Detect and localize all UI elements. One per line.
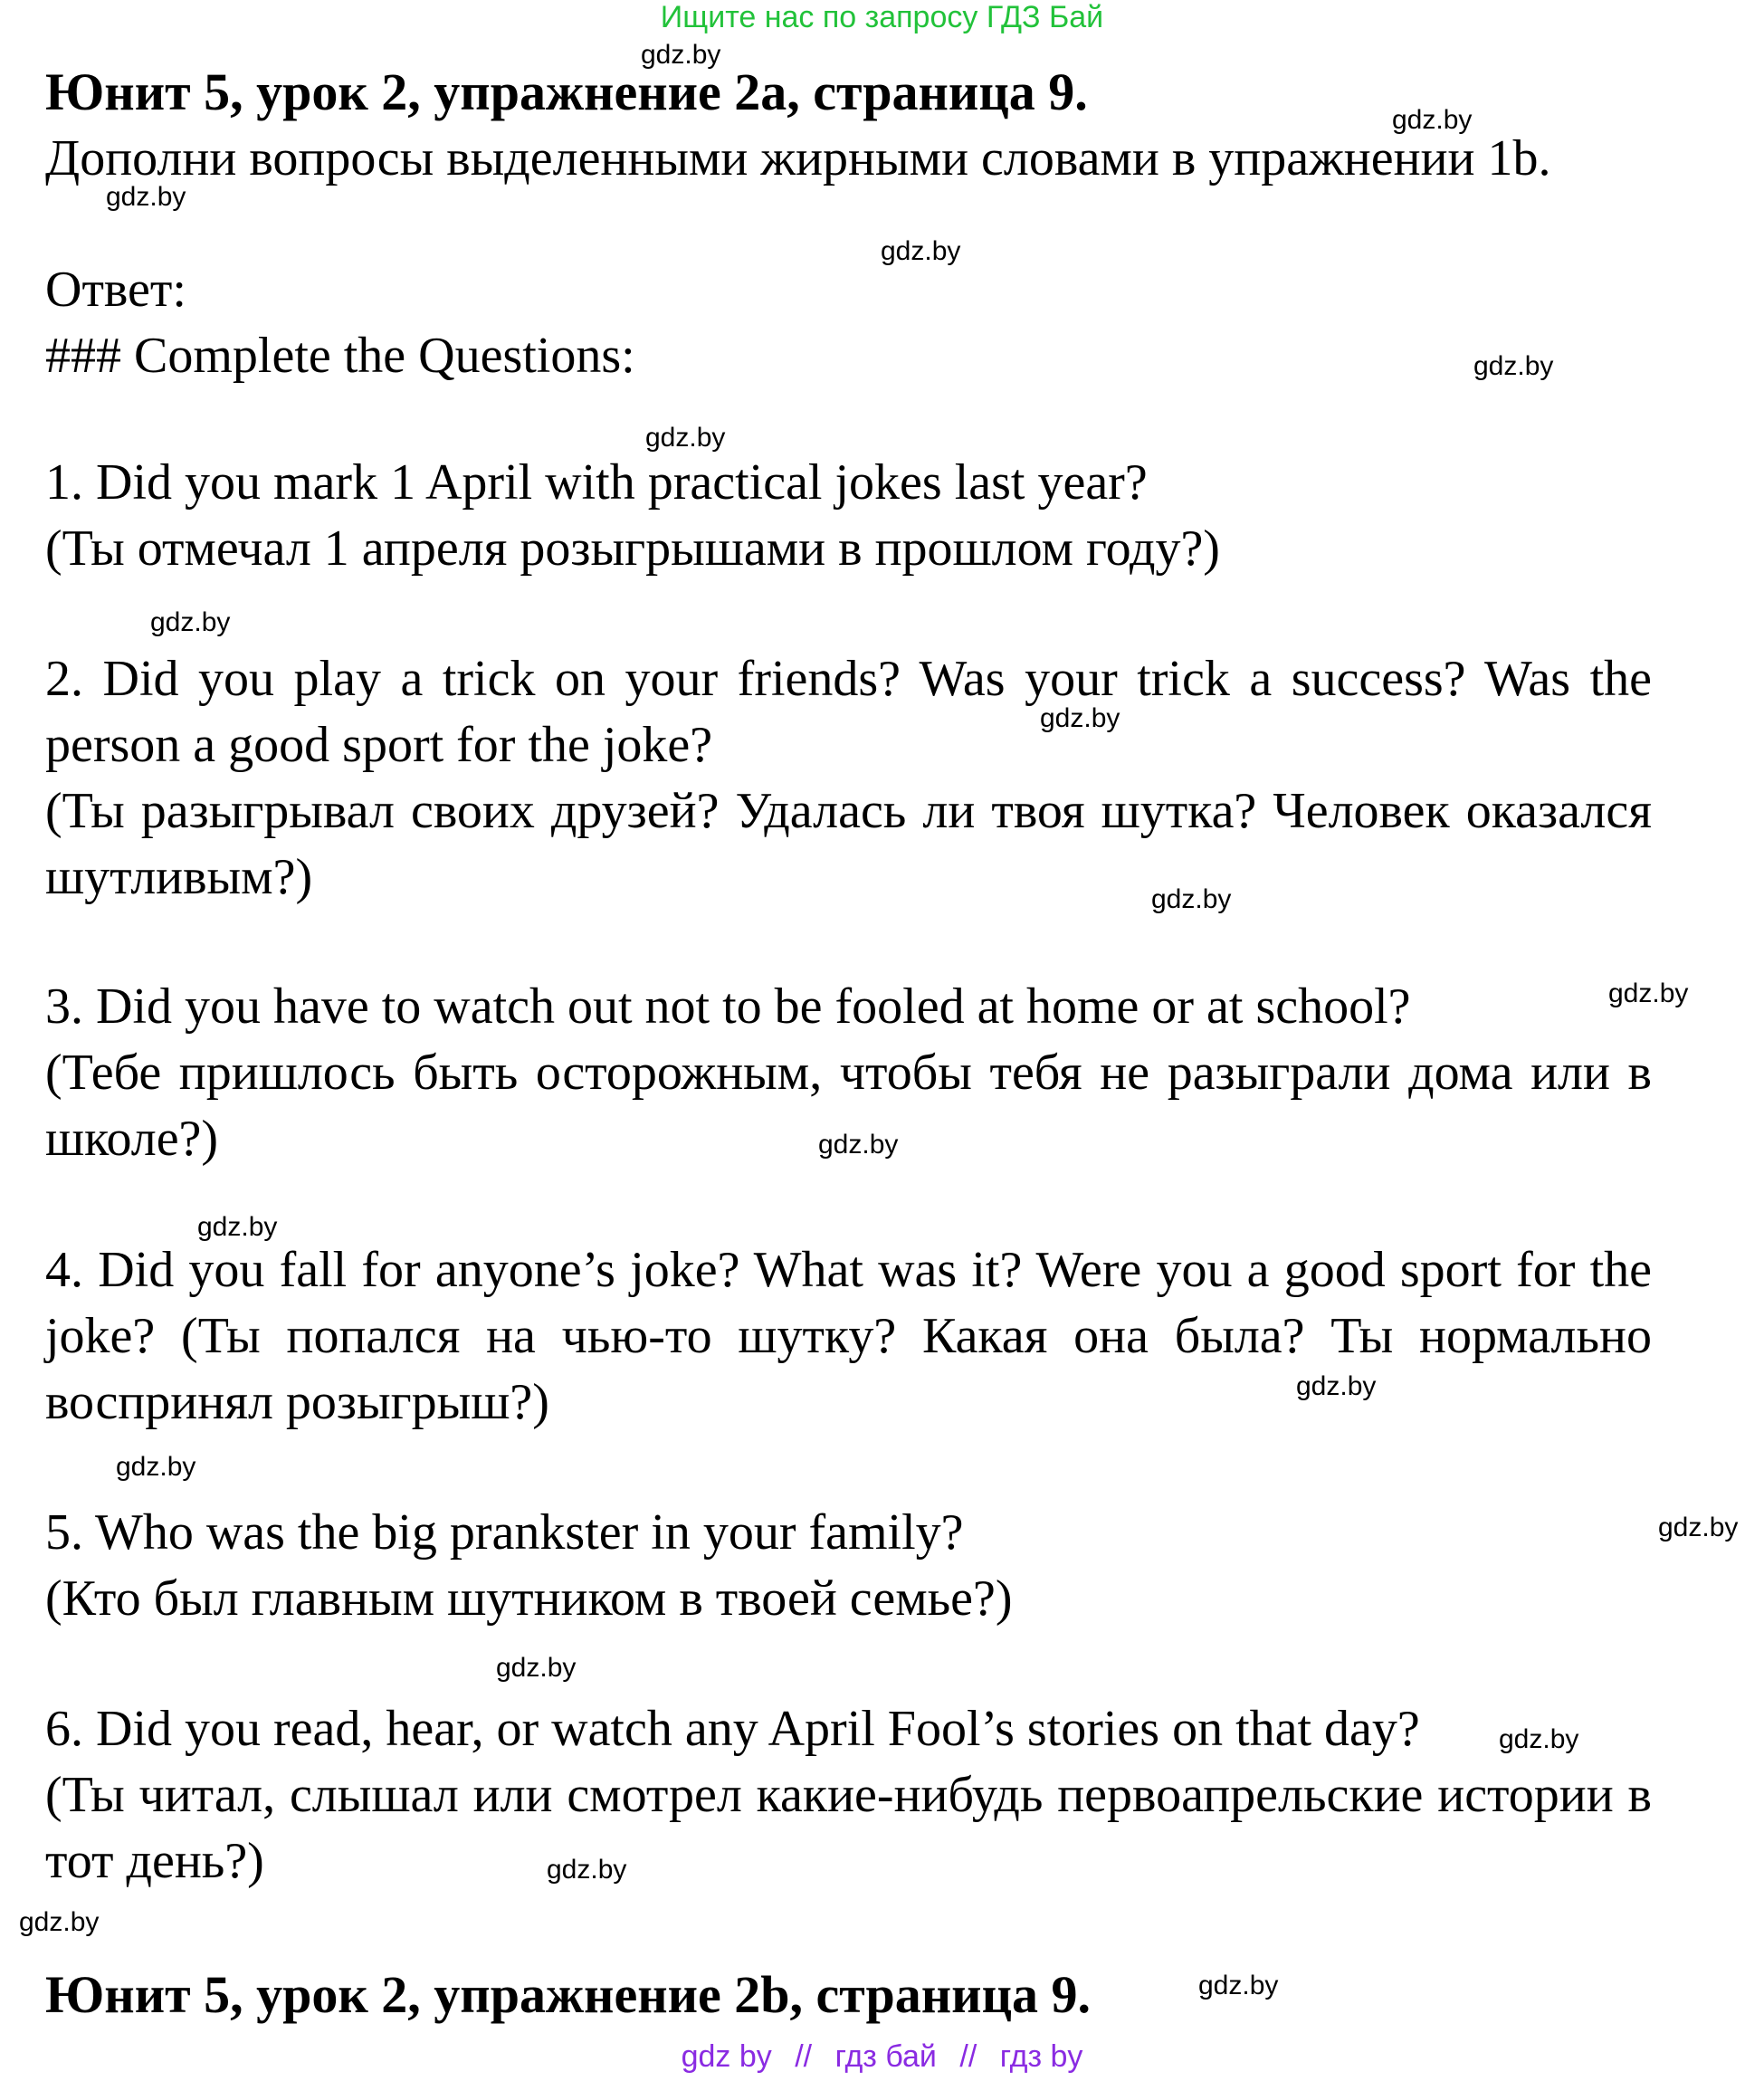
question-ru: (Тебе пришлось быть осторожным, чтобы тебя не разыграли дома или в школе?): [45, 1045, 1652, 1167]
question-item-5: [45, 1500, 1652, 1632]
watermark: gdz.by: [106, 182, 186, 212]
question-en: 2. Did you play a trick on your friends? Was your trick a success? Was the person a good sport for the joke?: [45, 651, 1652, 773]
answer-label: Ответ:: [45, 262, 186, 318]
watermark: gdz.by: [1392, 105, 1473, 135]
watermark: gdz.by: [645, 423, 726, 453]
exercise-2a-title: Юнит 5, урок 2, упражнение 2a, страница 9.: [45, 62, 1088, 121]
watermark: gdz.by: [19, 1907, 100, 1937]
question-en: 6. Did you read, hear, or watch any April Fool’s stories on that day?: [45, 1701, 1420, 1757]
watermark: gdz.by: [116, 1452, 196, 1482]
footer-separator: //: [959, 2039, 977, 2074]
watermark: gdz.by: [1151, 884, 1232, 914]
section-subheading: ### Complete the Questions:: [45, 328, 635, 384]
exercise-2a-task: Дополни вопросы выделенными жирными словами в упражнении 1b.: [45, 130, 1551, 186]
question-ru: (Кто был главным шутником в твоей семье?): [45, 1570, 1013, 1627]
question-item-4: [45, 1237, 1652, 1436]
exercise-2b-title: Юнит 5, урок 2, упражнение 2b, страница 9.: [45, 1965, 1091, 2024]
watermark: gdz.by: [1499, 1724, 1579, 1754]
top-banner: Ищите нас по запросу ГДЗ Бай: [660, 0, 1104, 34]
footer-link[interactable]: гдз by: [999, 2039, 1083, 2074]
watermark: gdz.by: [641, 40, 721, 70]
question-en: 3. Did you have to watch out not to be fooled at home or at school?: [45, 978, 1411, 1035]
question-item-2: [45, 646, 1652, 911]
footer-link[interactable]: gdz by: [681, 2039, 772, 2074]
watermark: gdz.by: [881, 236, 961, 266]
watermark: gdz.by: [1473, 351, 1554, 381]
watermark: gdz.by: [547, 1855, 627, 1885]
watermark: gdz.by: [1296, 1371, 1377, 1401]
footer-separator: //: [795, 2039, 813, 2074]
watermark: gdz.by: [150, 607, 231, 637]
question-ru: (Ты попался на чью-то шутку? Какая она была? Ты нормально воспринял розыгрыш?): [45, 1308, 1653, 1430]
question-item-6: [45, 1696, 1652, 1895]
footer-link[interactable]: гдз бай: [834, 2039, 937, 2074]
watermark: gdz.by: [1658, 1513, 1739, 1542]
watermark: gdz.by: [496, 1653, 577, 1683]
question-ru: (Ты читал, слышал или смотрел какие-нибудь первоапрельские истории в тот день?): [45, 1767, 1652, 1889]
question-en: 1. Did you mark 1 April with practical jokes last year?: [45, 454, 1148, 511]
watermark: gdz.by: [1608, 978, 1689, 1008]
question-ru: (Ты отмечал 1 апреля розыгрышами в прошлом году?): [45, 520, 1220, 577]
watermark: gdz.by: [1040, 703, 1120, 733]
footer-links: [0, 2039, 1764, 2075]
watermark: gdz.by: [197, 1212, 278, 1242]
question-item-1: [45, 450, 1652, 582]
question-en: 4. Did you fall for anyone’s joke? What was it? Were you a good sport for the joke?: [45, 1242, 1652, 1364]
question-ru: (Ты разыгрывал своих друзей? Удалась ли твоя шутка? Человек оказался шутливым?): [45, 783, 1652, 905]
question-en: 5. Who was the big prankster in your family?: [45, 1504, 964, 1561]
watermark: gdz.by: [818, 1130, 899, 1160]
watermark: gdz.by: [1198, 1971, 1279, 2000]
